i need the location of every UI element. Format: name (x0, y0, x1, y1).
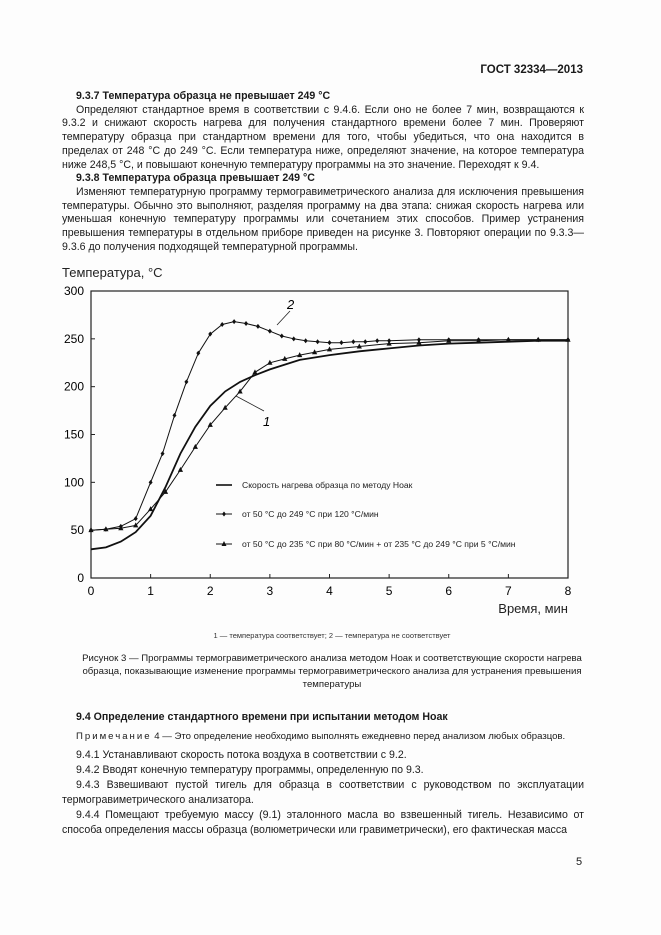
diamond-marker (328, 340, 332, 345)
diamond-marker (280, 333, 284, 338)
triangle-marker (506, 337, 511, 342)
y-tick-label: 250 (63, 331, 84, 346)
plot-frame (91, 291, 568, 578)
document-header: ГОСТ 32334—2013 (480, 64, 583, 76)
annotation-leader-1 (236, 396, 264, 411)
paragraph: 9.4.1 Устанавливают скорость потока воздуха в соответствии с 9.2. (76, 749, 407, 761)
triangle-marker (565, 337, 570, 342)
y-axis-label: Температура, °С (62, 265, 163, 280)
diamond-marker (149, 480, 153, 485)
curve-legend-note: 1 — температура соответствует; 2 — температура не соответствует (213, 631, 451, 640)
y-tick-label: 300 (63, 284, 84, 298)
x-tick-label: 1 (147, 584, 154, 598)
x-tick-label: 4 (326, 584, 333, 598)
diamond-marker (256, 324, 260, 329)
note-text: 4 — Это определение необходимо выполнять ежедневно перед анализом любых образцов. (151, 731, 566, 742)
diamond-marker (222, 512, 226, 517)
note-label: Примечание (76, 731, 152, 742)
series-line-3 (91, 340, 568, 530)
section-title: 9.3.8 Температура образца превышает 249 °С (76, 172, 315, 185)
x-tick-label: 3 (266, 584, 274, 598)
y-tick-label: 200 (63, 379, 84, 394)
x-tick-label: 8 (564, 584, 572, 598)
x-axis-label: Время, мин (498, 601, 568, 616)
temperature-chart (40, 262, 600, 624)
x-tick-label: 5 (385, 584, 393, 598)
annotation-leader-2 (277, 311, 290, 325)
paragraph: 9.4.2 Вводят конечную температуру программы, определенную по 9.3. (76, 764, 424, 776)
legend-label: от 50 °С до 249 °С при 120 °С/мин (242, 509, 379, 519)
y-tick-label: 100 (63, 475, 84, 490)
diamond-marker (184, 379, 188, 384)
x-tick-label: 6 (445, 584, 453, 598)
diamond-marker (375, 338, 379, 343)
diamond-marker (363, 339, 367, 344)
note (62, 729, 584, 744)
diamond-marker (268, 329, 272, 334)
diamond-marker (172, 413, 176, 418)
diamond-marker (244, 321, 248, 326)
paragraph: Определяют стандартное время в соответствии с 9.4.6. Если оно не более 7 мин, возвращаются к 9.3.2 и снижают скорость нагрева для получения стандартного времени более 7 мин. Проверяют температуру образца при стандартном времени для того, чтобы убедиться, что она находится в пределах от 248 °С до 249 °С. Если температура ниже, определяют значение, на которое температура ниже 248,5 °С, и повышают конечную температуру программы на это значение. Переходят к 9.4. (62, 103, 584, 171)
y-tick-label: 0 (77, 571, 84, 585)
x-tick-label: 2 (206, 584, 214, 598)
legend-label: Скорость нагрева образца по методу Ноак (242, 480, 413, 490)
x-tick-label: 0 (87, 584, 95, 598)
diamond-marker (351, 339, 355, 344)
section-title: 9.4 Определение стандартного времени при испытании методом Ноак (76, 711, 448, 723)
y-tick-label: 150 (63, 427, 84, 442)
page-number: 5 (576, 856, 583, 868)
diamond-marker (304, 338, 308, 343)
paragraph: 9.4.4 Помещают требуемую массу (9.1) эталонного масла во взвешенный тигель. Независимо от способа определения массы образца (волюметрически или гравиметрически), его фактическая масса (62, 809, 584, 836)
legend-label: от 50 °С до 235 °С при 80 °С/мин + от 235 °С до 249 °С при 5 °С/мин (242, 539, 516, 549)
annotation-1: 1 (263, 414, 271, 429)
paragraph: 9.4.3 Взвешивают пустой тигель для образца в соответствии с руководством по эксплуатации термогравиметрического анализатора. (62, 779, 584, 806)
section-9-4 (62, 710, 584, 838)
diamond-marker (134, 516, 138, 521)
diamond-marker (161, 451, 165, 456)
triangle-marker (536, 337, 541, 342)
section-9-3-7 (62, 90, 584, 254)
diamond-marker (339, 340, 343, 345)
section-title: 9.3.7 Температура образца не превышает 249 °С (76, 90, 331, 102)
diamond-marker (316, 339, 320, 344)
diamond-marker (232, 319, 236, 324)
y-tick-label: 50 (70, 523, 84, 538)
triangle-marker (252, 369, 257, 374)
x-tick-label: 7 (505, 584, 512, 598)
annotation-2: 2 (287, 297, 295, 312)
diamond-marker (292, 336, 296, 341)
series-line-2 (91, 322, 568, 531)
paragraph: Изменяют температурную программу термогравиметрического анализа для исключения превышения температуры. Обычно это выполняют, разделяя программу на два этапа: снижая скорость нагрева или уменьшая конечную температуру программы или сочетанием этих способов. Пример устранения превышения температуры в отдельном приборе приведен на рисунке 3. Повторяют операции по 9.3.3—9.3.6 до получения подходящей температурной программы. (62, 185, 584, 253)
figure-caption: Рисунок 3 — Программы термогравиметрического анализа методом Ноак и соответствующие скорости нагрева образца, показывающие изменение программы термогравиметрического анализа для устранения превышения температуры (82, 653, 582, 690)
